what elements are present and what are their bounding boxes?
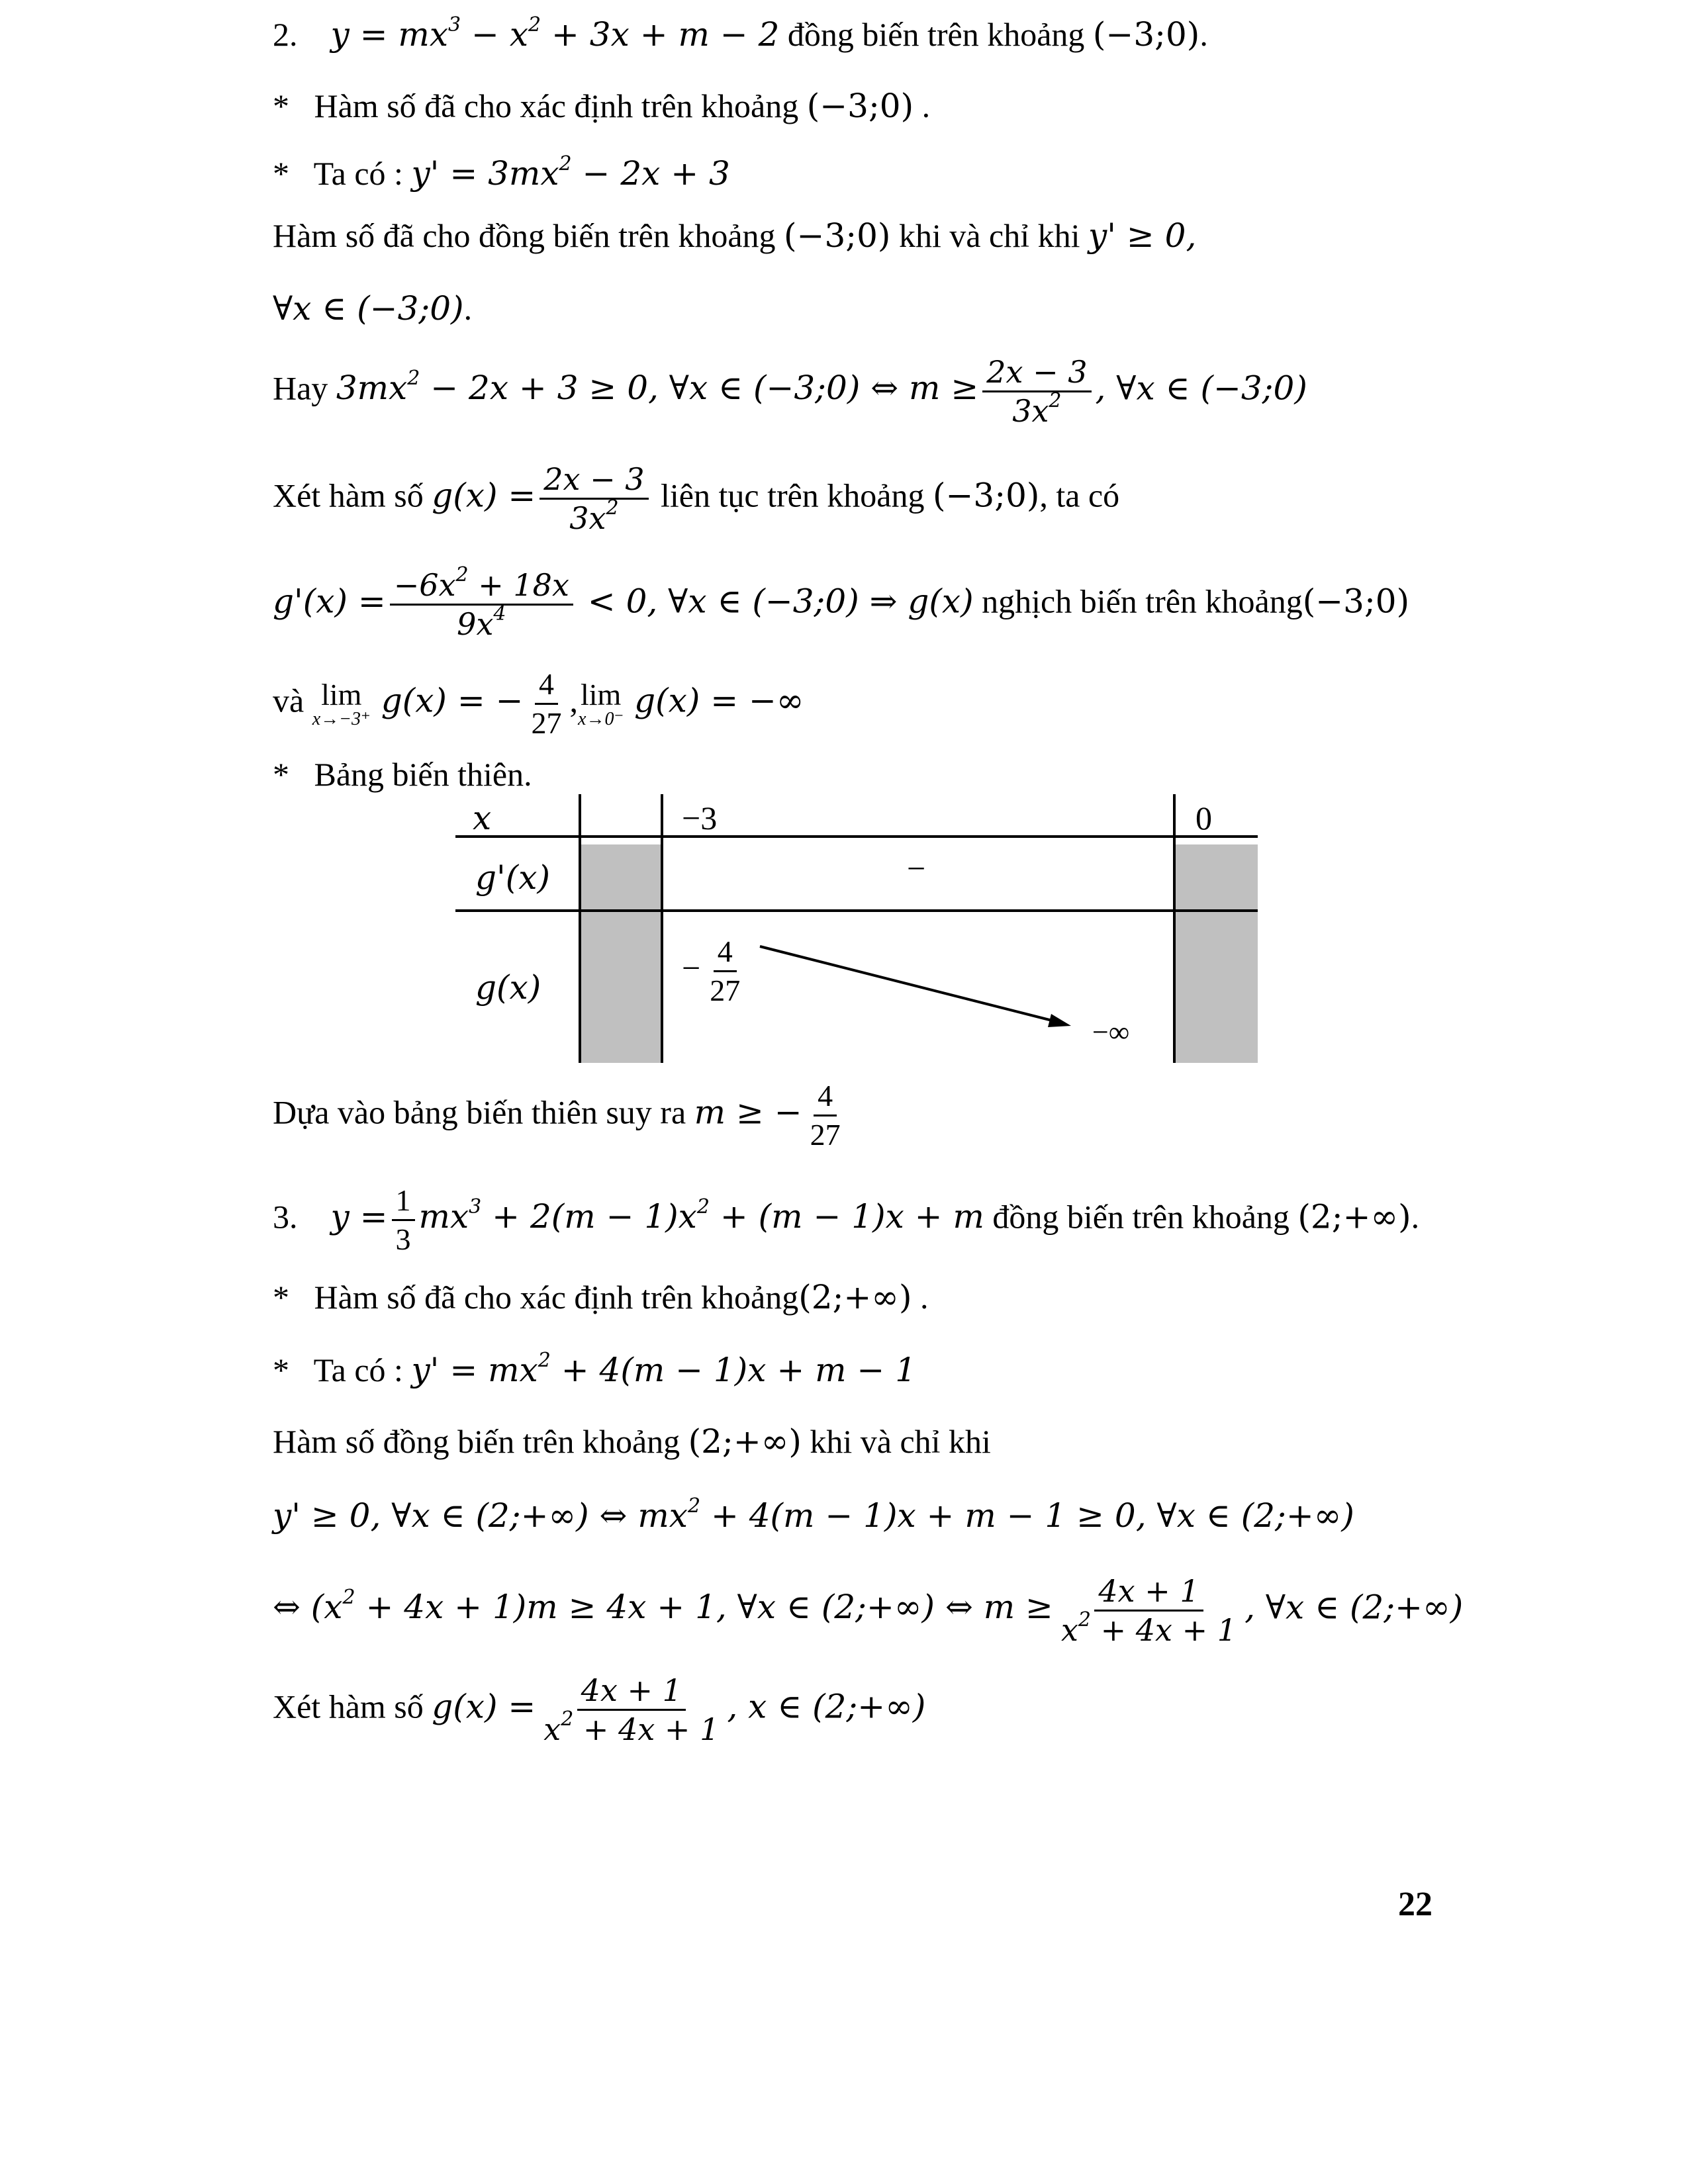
table-label-g: g(x)	[475, 968, 541, 1007]
s3-line-1: 3. y = $\frac{1}{3}$ $mx^3 + 2(m - 1)x^2 + (m - 1)x + m$ đồng biến trên khoảng (2;+∞).	[273, 1183, 1420, 1257]
table-rule-2	[455, 909, 1258, 912]
item-number: 3.	[273, 1198, 298, 1236]
bullet-star: *	[273, 756, 289, 793]
interval: (−3;0)	[1092, 15, 1200, 54]
fraction: $\frac{-6x^2 + 18x}{9x^4}$	[390, 569, 573, 641]
table-col-line-3	[1173, 794, 1176, 1063]
table-col-line-2	[661, 794, 663, 1063]
page-number: 22	[1398, 1886, 1432, 1923]
s3-line-7: Xét hàm số g(x) = $\frac{4x + 1}{x^2 + 4x + 1}$ , x ∈ (2;+∞)	[273, 1672, 926, 1748]
s2-line-3: * Ta có : $y' = 3mx^2 - 2x + 3$	[273, 152, 730, 193]
s2-line-4: Hàm số đã cho đồng biến trên khoảng (−3;0) khi và chỉ khi y' ≥ 0,	[273, 216, 1197, 255]
s2-line-5: ∀x ∈ (−3;0).	[273, 289, 473, 328]
bullet-star: *	[273, 1351, 289, 1388]
table-shade-right	[1174, 844, 1258, 1063]
s3-line-6: ⇔ $(x^2 + 4x + 1)m \ge 4x + 1$, ∀x ∈ (2;+∞) ⇔ m ≥ $\frac{4x + 1}{x^2 + 4x + 1}$ , ∀x ∈ (2;+∞)	[273, 1573, 1464, 1649]
fraction: $\frac{2x - 3}{3x^2}$	[539, 463, 648, 535]
interval: (2;+∞)	[798, 1278, 912, 1316]
item-number: 2.	[273, 16, 298, 53]
fraction: $\frac{4}{27}$	[531, 667, 562, 741]
fraction: $\frac{1}{3}$	[392, 1185, 415, 1256]
fraction: $\frac{4}{27}$	[810, 1079, 841, 1152]
limit: lim x→−3⁺	[312, 677, 371, 729]
fraction: $\frac{4x + 1}{x^2 + 4x + 1}$	[1060, 1573, 1237, 1649]
s2-line-10: * Bảng biến thiên.	[273, 756, 532, 793]
fraction: $\frac{4x + 1}{x^2 + 4x + 1}$	[543, 1672, 720, 1748]
decreasing-arrow	[755, 940, 1086, 1032]
s2-line-8: g'(x) = $\frac{-6x^2 + 18x}{9x^4}$ < 0, ∀x ∈ (−3;0) ⇒ g(x) nghịch biến trên khoảng(−3;0)	[273, 563, 1410, 643]
table-rule-1	[455, 835, 1258, 838]
s2-line-2: * Hàm số đã cho xác định trên khoảng (−3;0) .	[273, 87, 931, 125]
s3-line-5: y' ≥ 0, ∀x ∈ (2;+∞) ⇔ $mx^2 + 4(m - 1)x + m - 1 \ge 0$, ∀x ∈ (2;+∞)	[273, 1494, 1354, 1535]
text: đồng biến trên khoảng	[779, 16, 1093, 53]
bullet-star: *	[273, 155, 289, 192]
limit: lim x→0⁻	[578, 677, 624, 729]
s2-line-6: Hay $3mx^2 - 2x + 3 \ge 0$, ∀x ∈ (−3;0) ⇔ m ≥ $\frac{2x - 3}{3x^2}$ , ∀x ∈ (−3;0)	[273, 354, 1307, 430]
interval: (2;+∞)	[688, 1422, 802, 1461]
interval: (−3;0)	[806, 87, 914, 125]
bullet-star: *	[273, 1279, 289, 1316]
table-col-line-1	[579, 794, 581, 1063]
interval: (−3;0)	[1302, 582, 1410, 621]
s2-line-7: Xét hàm số g(x) = $\frac{2x - 3}{3x^2}$ liên tục trên khoảng (−3;0), ta có	[273, 461, 1120, 537]
s3-line-2: * Hàm số đã cho xác định trên khoảng(2;+∞) .	[273, 1278, 929, 1316]
bullet-star: *	[273, 87, 289, 124]
fraction: $\frac{2x - 3}{3x^2}$	[982, 356, 1091, 428]
table-start-value: − $\frac{4}{27}$	[682, 934, 741, 1008]
table-label-x: x	[473, 799, 492, 837]
s2-line-1: 2. $y = mx^3 - x^2 + 3x + m - 2$ đồng biến trên khoảng (−3;0).	[273, 13, 1208, 54]
table-shade-left	[579, 844, 662, 1063]
s3-line-3: * Ta có : $y' = mx^2 + 4(m - 1)x + m - 1$	[273, 1349, 917, 1389]
function-equation: $y = mx^3 - x^2 + 3x + m - 2$	[330, 13, 780, 54]
table-x-left: −3	[682, 799, 718, 837]
table-end-value: −∞	[1092, 1016, 1130, 1048]
s3-line-4: Hàm số đồng biến trên khoảng (2;+∞) khi và chỉ khi	[273, 1422, 991, 1461]
s2-line-9: và lim x→−3⁺ g(x) = − $\frac{4}{27}$ , lim x→0⁻ g(x) = −∞	[273, 667, 804, 741]
s2-line-11: Dựa vào bảng biến thiên suy ra m ≥ − $\frac{4}{27}$	[273, 1080, 849, 1152]
table-label-gprime: g'(x)	[475, 858, 550, 897]
interval: (−3;0)	[933, 476, 1040, 515]
table-x-right: 0	[1196, 799, 1212, 837]
derivative-equation: $y' = 3mx^2 - 2x + 3$	[411, 152, 730, 193]
interval: (2;+∞)	[1297, 1197, 1411, 1236]
table-sign: −	[907, 850, 926, 887]
interval: (−3;0)	[784, 216, 891, 255]
